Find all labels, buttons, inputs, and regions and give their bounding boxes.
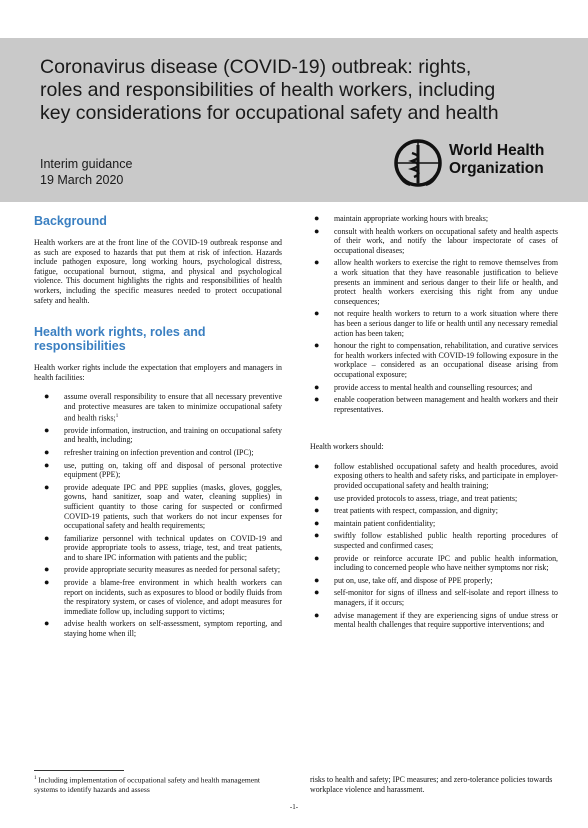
list-item: ● provide appropriate security measures as needed for personal safety;	[44, 564, 281, 575]
list-item: ● honour the right to compensation, rehabilitation, and curative services for health workers infected with COVID-19 following exposure in the workplace – considered as an occupational disease arising from occupational exposure;	[314, 340, 558, 379]
rights-list-continued	[310, 214, 558, 414]
list-item: ● consult with health workers on occupational safety and health aspects of their work, and notify the labour inspectorate of cases of occupational diseases;	[314, 225, 558, 255]
list-item: ● maintain appropriate working hours with breaks;	[314, 213, 489, 223]
continuation-text: risks to health and safety; IPC measures; and zero-tolerance policies towards workplace violence and harassment.	[310, 775, 553, 794]
list-item: ● enable cooperation between management and health workers and their representatives.	[314, 394, 558, 414]
title-line: roles and responsibilities of health workers, including	[40, 79, 496, 101]
rights-list	[34, 392, 282, 638]
rights-intro: Health worker rights include the expectation that employers and managers in health facilities:	[34, 363, 282, 382]
right-column	[310, 214, 558, 633]
list-item: ● provide a blame-free environment in which health workers can report on incidents, such as exposures to blood or bodily fluids from the respiratory system, or cases of violence, and adopt measures for immediate follow up, including support to victims;	[44, 577, 282, 616]
list-item: ● provide adequate IPC and PPE supplies (masks, gloves, goggles, gowns, hand sanitizer, soap and water, cleaning supplies) in sufficient quantity to those caring for suspected or confirmed COVID-19 patients, such that workers do not incur expenses for occupational safety and health requirements;	[44, 481, 282, 531]
org-name-line: World Health	[449, 142, 545, 159]
list-item: ● follow established occupational safety and health procedures, avoid exposing others to health and safety risks, and participate in employer-provided occupational safety and health training;	[314, 460, 558, 491]
subtitle: Interim guidance	[40, 157, 133, 171]
list-item: ● self-monitor for signs of illness and self-isolate and report illness to managers, if it occurs;	[314, 587, 558, 607]
background-paragraph: Health workers are at the front line of the COVID-19 outbreak response and as such are exposed to hazards that put them at risk of infection. Hazards include pathogen exposure, long working hours, psychological distress, fatigue, occupational burnout, stigma, and physical and psychological violence. This document highlights the rights and responsibilities of health workers, including the specific measures needed to protect occupational safety and health.	[34, 238, 282, 305]
who-emblem-icon	[392, 137, 444, 189]
list-item: ● use, putting on, taking off and disposal of personal protective equipment (PPE);	[44, 459, 282, 480]
footnote-mark: 1	[34, 776, 37, 781]
list-item: ● provide access to mental health and counselling resources; and	[314, 381, 533, 392]
list-item: ● refresher training on infection prevention and control (IPC);	[44, 446, 254, 457]
list-item: ● provide or reinforce accurate IPC and public health information, including to concerned people who have neither symptoms nor risk;	[314, 552, 558, 573]
list-item: ● not require health workers to return to a work situation where there has been a serious danger to life or health until any necessary remedial action has been taken;	[314, 308, 558, 338]
should-list	[310, 462, 558, 630]
background-heading: Background	[34, 214, 107, 228]
org-name-line: Organization	[449, 160, 544, 177]
list-item: ● treat patients with respect, compassion, and dignity;	[314, 505, 498, 516]
document-title	[40, 56, 560, 125]
rights-heading: Health work rights, roles and responsibilities	[34, 325, 206, 354]
org-name	[449, 142, 544, 178]
list-item: ● use provided protocols to assess, triage, and treat patients;	[314, 492, 518, 503]
should-intro: Health workers should:	[310, 442, 384, 452]
left-column	[34, 214, 282, 642]
list-item: ● put on, use, take off, and dispose of PPE properly;	[314, 574, 493, 585]
page-number: -1-	[289, 803, 299, 811]
title-line: key considerations for occupational safety and health	[40, 102, 499, 124]
list-item: ● swiftly follow established public health reporting procedures of suspected and confirmed cases;	[314, 530, 558, 551]
list-item: ● advise health workers on self-assessment, symptom reporting, and staying home when ill;	[44, 618, 282, 639]
list-item: ● provide information, instruction, and training on occupational safety and health, including;	[44, 424, 282, 445]
list-item: ● familiarize personnel with technical updates on COVID-19 and provide appropriate tools to assess, triage, test, and treat patients, and to share IPC information with patients and the public;	[44, 532, 282, 562]
list-item: ● allow health workers to exercise the right to remove themselves from a work situation that they have reasonable justification to believe presents an imminent and serious danger to their life or health, and protect health workers exercising this right from any undue consequences;	[314, 257, 558, 306]
footnote-divider	[34, 770, 124, 771]
list-item: ● advise management if they are experiencing signs of undue stress or mental health challenges that require supportive interventions; and	[314, 609, 558, 630]
subtitle-block	[40, 156, 132, 188]
footnote	[34, 774, 284, 794]
list-item: ● assume overall responsibility to ensure that all necessary preventive and protective measures are taken to minimize occupational safety and health risks;$^1$	[44, 391, 282, 423]
title-line: Coronavirus disease (COVID-19) outbreak: rights,	[40, 56, 472, 78]
date: 19 March 2020	[40, 173, 124, 187]
list-item: ● maintain patient confidentiality;	[314, 517, 436, 528]
footnote-text: Including implementation of occupational safety and health management systems to identify hazards and assess	[34, 775, 261, 794]
